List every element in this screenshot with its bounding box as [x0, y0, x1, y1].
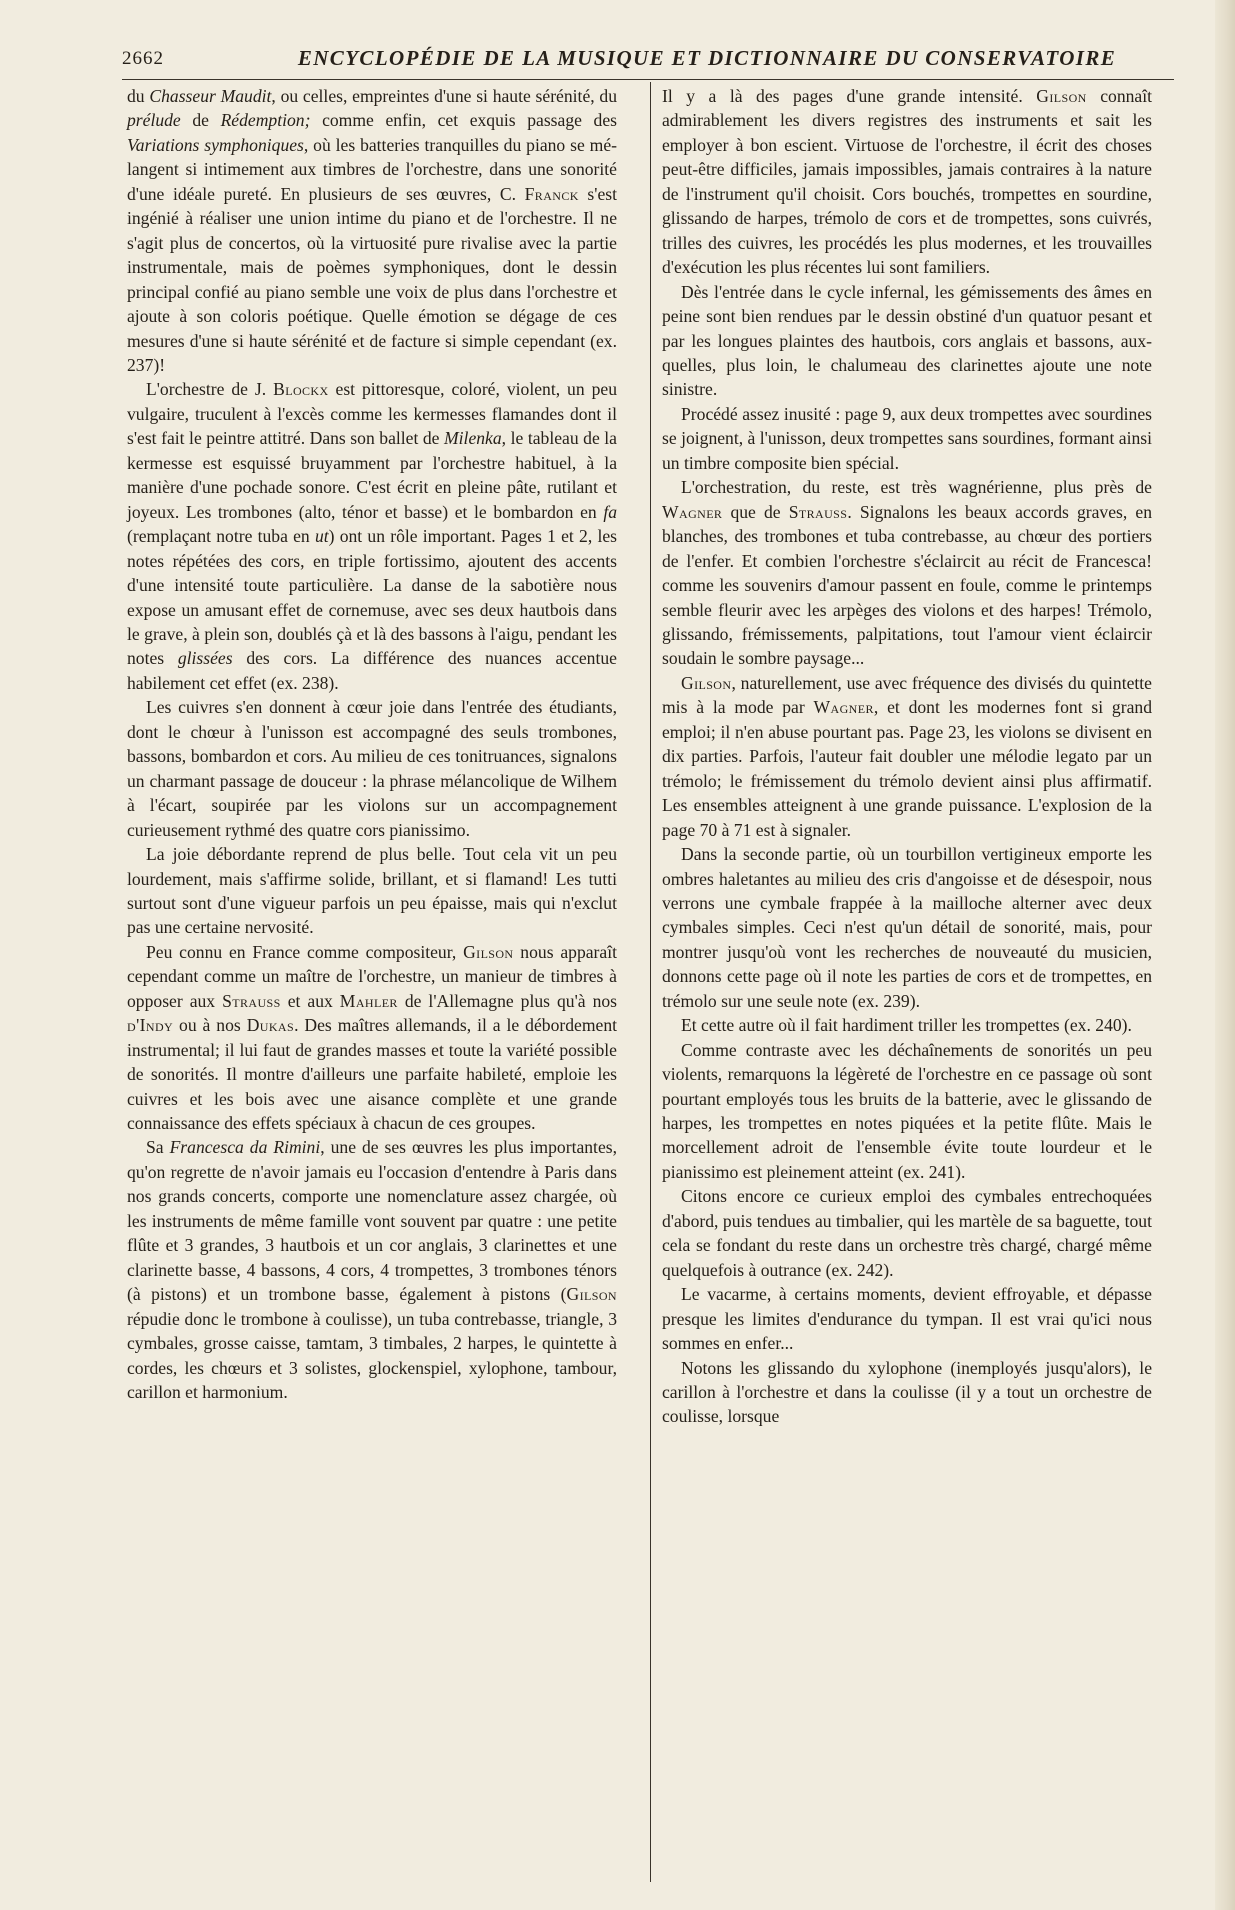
paragraph — [127, 1135, 617, 1404]
text-run: , le tableau de la kermesse est esquissé bruyamment par l'orchestre habituel, à la manière d'une pochade sonore. C'est écrit en pleine pâte, rutilant et joyeux. Les trombones (alto, ténor et basse) et le bombardon en — [127, 428, 617, 522]
text-run: comme enfin, cet exquis passage des — [310, 110, 617, 131]
text-run: . Des maîtres allemands, il a le débordement instrumental; il lui faut de grandes masses et toute la variété possible de sonorités. Il montre d'ailleurs une parfaite habileté, emploie les cuivres et les bois avec une aisance complète et une grande connaissance des effets spéciaux à chacun de ces groupes. — [127, 1015, 618, 1134]
paragraph — [127, 842, 617, 940]
paragraph — [662, 402, 1152, 475]
text-run: Le vacarme, à certains moments, devient effroyable, et dépasse presque les limites d'endurance du tympan. Il est vrai qu'ici nous sommes en enfer... — [662, 1284, 1152, 1354]
paragraph — [127, 377, 617, 695]
text-run: Citons encore ce curieux emploi des cymbales entrechoquées d'abord, puis tendues au timbalier, qui les martèle de sa baguette, tout cela se fondant du reste dans un orchestre très chargé, chargé même quelquefois à outrance (ex. 242). — [662, 1186, 1152, 1280]
paragraph — [662, 1184, 1152, 1282]
left-column — [127, 84, 617, 1404]
text-run: de — [180, 110, 221, 131]
text-run: des cors. La différence des nuances accentue habilement cet effet (ex. 238). — [127, 648, 617, 693]
text-run: Dans la seconde partie, où un tourbillon vertigineux emporte les ombres haletantes au milieu des cris d'angoisse et de désespoir, nous verrons une cymbale frappée à la mailloche alterner avec deux cymbales simples. Ceci n'est qu'un détail de sonorité, mais, pour montrer jusqu'où vont les recherches de nouveauté du musicien, donnons cette page où il note les parties de cors et de trompettes, en trémolo sur une seule note (ex. 239). — [662, 844, 1152, 1011]
small-caps-name: Gilson — [1036, 86, 1087, 106]
column-divider — [650, 82, 651, 1882]
text-run: L'orchestration, du reste, est très wagnérienne, plus près de — [681, 477, 1152, 498]
text-run: est pittoresque, coloré, violent, un peu vulgaire, truculent à l'excès comme les kermesses flamandes dont il s'est fait le peintre attitré. Dans son ballet de — [127, 379, 617, 449]
paragraph — [127, 940, 617, 1136]
italic-text: fa — [603, 501, 617, 522]
paragraph — [127, 84, 617, 377]
text-run: que de — [722, 501, 789, 522]
text-run: Comme contraste avec les déchaînements de sonorités un peu violents, remarquons la légèreté de l'orchestre en ce passage où sont pourtant employés tous les bruits de la batterie, avec le glissando de harpes, les trompettes en notes piquées et la petite flûte. Mais le morcellement adroit de l'ensemble évite toute lourdeur et le pianissimo est pleinement atteint (ex. 241). — [662, 1039, 1152, 1182]
text-run: , une de ses œuvres les plus importantes, qu'on regrette de n'avoir jamais eu l'occasion d'entendre à Paris dans nos grands concerts, comporte une nomenclature assez chargée, où les instruments de même famille vont souvent par quatre : une petite flûte et 3 grandes, 3 hautbois et un cor anglais, 3 clarinettes et une clarinette basse, 4 bassons, 4 cors, 4 trompettes, 3 trombones ténors (à pistons) et un trombone basse, également à pistons ( — [127, 1137, 618, 1305]
italic-text: Milenka — [444, 428, 502, 449]
small-caps-name: Mahler — [339, 990, 398, 1011]
paragraph — [662, 842, 1152, 1013]
text-run: , ou celles, empreintes d'une si haute sérénité, du — [271, 86, 618, 106]
text-run: Et cette autre où il fait hardiment triller les trompettes (ex. 240). — [681, 1015, 1132, 1036]
small-caps-name: d'Indy — [127, 1015, 174, 1036]
paragraph — [662, 475, 1152, 671]
paragraph — [662, 84, 1152, 280]
text-run: du — [127, 86, 150, 106]
small-caps-name: Franck — [524, 183, 579, 204]
paragraph — [662, 671, 1152, 842]
page-edge — [1215, 0, 1235, 1910]
text-run: ou à nos — [173, 1015, 247, 1036]
text-run: répudie donc le trombone à coulisse), un tuba contrebasse, triangle, 3 cymbales, grosse caisse, tamtam, 3 timbales, 2 harpes, le quintette à cordes, les chœurs et 3 solistes, glockenspiel, xylophone, tambour, carillon et harmonium. — [127, 1308, 617, 1403]
paragraph — [662, 1013, 1152, 1037]
text-run: , où les batteries tranquilles du piano se mélangent si intimement aux timbres de l'orchestre, dans une sonorité d'une idéale pureté. En plusieurs de ses œuvres, C. — [127, 134, 617, 204]
text-run: connaît admirablement les divers registres des instruments et sait les employer à bon escient. Virtuose de l'orchestre, il écrit des choses peut-être difficiles, jamais impossibles, jamais contraires à la nature de l'instrument qu'il choisit. Cors bouchés, trompettes en sourdine, glissando de harpes, trémolo de cors et de trompettes, sons cuivrés, trilles des cuivres, les procédés les plus modernes, et les trouvailles d'exécution les plus récentes lui sont familiers. — [662, 86, 1152, 278]
text-run: ) ont un rôle important. Pages 1 et 2, les notes répétées des cors, en triple fortissimo, ajoutent des accents d'une intensité toute particulière. La danse de la sabotière nous expose un amusant effet de cornemuse, avec ses deux hautbois dans le grave, à plein son, doublés çà et là des bassons à l'aigu, pendant les notes — [127, 526, 617, 669]
italic-text: Francesca da Rimini — [169, 1137, 321, 1158]
paragraph — [662, 1038, 1152, 1185]
text-run: Sa — [146, 1137, 170, 1158]
text-run: (remplaçant notre tuba en — [127, 526, 315, 547]
text-run: Peu connu en France comme compositeur, — [146, 941, 464, 962]
text-run: s'est ingénié à réaliser une union intime du piano et de l'orchestre. Il ne s'agit plus de concertos, où la virtuosité pure rivalise avec la partie instrumentale, mais de poèmes symphoniques, dont le dessin principal confié au piano semble une voix de plus dans l'orchestre et ajoute à son coloris poétique. Quelle émotion se dégage de ces mesures d'une si haute sérénité et de facture si simple cependant (ex. 237)! — [127, 183, 617, 375]
running-title: ENCYCLOPÉDIE DE LA MUSIQUE ET DICTIONNAIRE DU CONSERVATOIRE — [297, 46, 1117, 70]
text-run: Il y a là des pages d'une grande intensité. — [662, 86, 1037, 106]
text-run: L'orchestre de J. — [146, 379, 274, 400]
text-run: de l'Allemagne plus qu'à nos — [397, 990, 618, 1011]
paragraph — [662, 280, 1152, 402]
small-caps-name: Gilson — [681, 672, 732, 693]
text-run: Procédé assez inusité : page 9, aux deux trompettes avec sourdines se joignent, à l'unisson, deux trompettes sans sourdines, formant ainsi un timbre composite bien spécial. — [662, 403, 1152, 473]
paragraph — [127, 695, 617, 842]
text-run: La joie débordante reprend de plus belle. Tout cela vit un peu lourdement, mais s'affirme solide, brillant, et si flamand! Les tutti surtout sont d'une vigueur parfois un peu épaisse, mais qui n'exclut pas une certaine nervosité. — [127, 844, 617, 938]
text-run: Notons les glissando du xylophone (inemployés jusqu'alors), le carillon à l'orchestre et dans la coulisse (il y a tout un orchestre de coulisse, lorsque — [662, 1357, 1152, 1427]
text-run: . Signalons les beaux accords graves, en blanches, des trombones et tuba contrebasse, au chœur des portiers de l'enfer. Et combien l'orchestre s'éclaircit au récit de Francesca! comme les souvenirs d'amour passent en foule, comme le printemps semble fleurir avec les arpèges des violons et des harpes! Trémolo, glissando, frémissements, palpitations, tout l'amour vient éclaircir soudain le sombre paysage... — [662, 501, 1152, 669]
paragraph — [662, 1282, 1152, 1355]
header-rule — [122, 79, 1174, 80]
italic-text: prélude — [127, 110, 181, 131]
small-caps-name: Wagner — [662, 501, 723, 522]
page-number: 2662 — [122, 48, 164, 69]
small-caps-name: Strauss — [222, 990, 281, 1011]
italic-text: ut — [314, 526, 329, 547]
text-run: , et dont les modernes font si grand emploi; il n'en abuse pourtant pas. Page 23, les violons se divisent en dix parties. Parfois, l'auteur fait doubler une mélodie legato par un trémolo; le frémissement du trémolo devient ainsi plus affirmatif. Les ensembles atteignent à une grande puissance. L'explosion de la page 70 à 71 est à signaler. — [662, 697, 1152, 840]
italic-text: Variations symphoniques — [127, 134, 304, 155]
small-caps-name: Gilson — [463, 941, 514, 962]
text-run: , naturellement, use avec fréquence des divisés du quintette mis à la mode par — [662, 672, 1152, 718]
text-run: Dès l'entrée dans le cycle infernal, les gémissements des âmes en peine sont bien rendues par le dessin obstiné d'un quatuor pesant et par les longues plaintes des hautbois, cors anglais et bassons, auxquelles, plus loin, le chalumeau des clarinettes ajoute une note sinistre. — [662, 281, 1152, 400]
small-caps-name: Dukas — [246, 1015, 295, 1036]
text-run: et aux — [280, 990, 340, 1011]
paragraph — [662, 1356, 1152, 1429]
italic-text: Chasseur Maudit — [149, 86, 272, 106]
small-caps-name: Wagner — [813, 697, 874, 718]
text-run: Les cuivres s'en donnent à cœur joie dans l'entrée des étudiants, dont le chœur à l'unisson est accompagné des seuls trombones, bassons, bombardon et cors. Au milieu de ces tonitruances, signalons un charmant passage de douceur : la phrase mélancolique de Wilhem à l'écart, soupirée par les violons sur un accompagnement curieusement rythmé des quatre cors pianissimo. — [127, 697, 617, 840]
small-caps-name: Blockx — [273, 379, 329, 400]
small-caps-name: Strauss — [788, 501, 848, 522]
text-run: nous apparaît cependant comme un maître de l'orchestre, un manieur de timbres à opposer aux — [127, 941, 617, 1011]
page-header — [122, 46, 1172, 76]
small-caps-name: Gilson — [566, 1284, 617, 1305]
italic-text: glissées — [177, 648, 233, 669]
right-column — [662, 84, 1152, 1429]
italic-text: Rédemption; — [220, 110, 311, 131]
